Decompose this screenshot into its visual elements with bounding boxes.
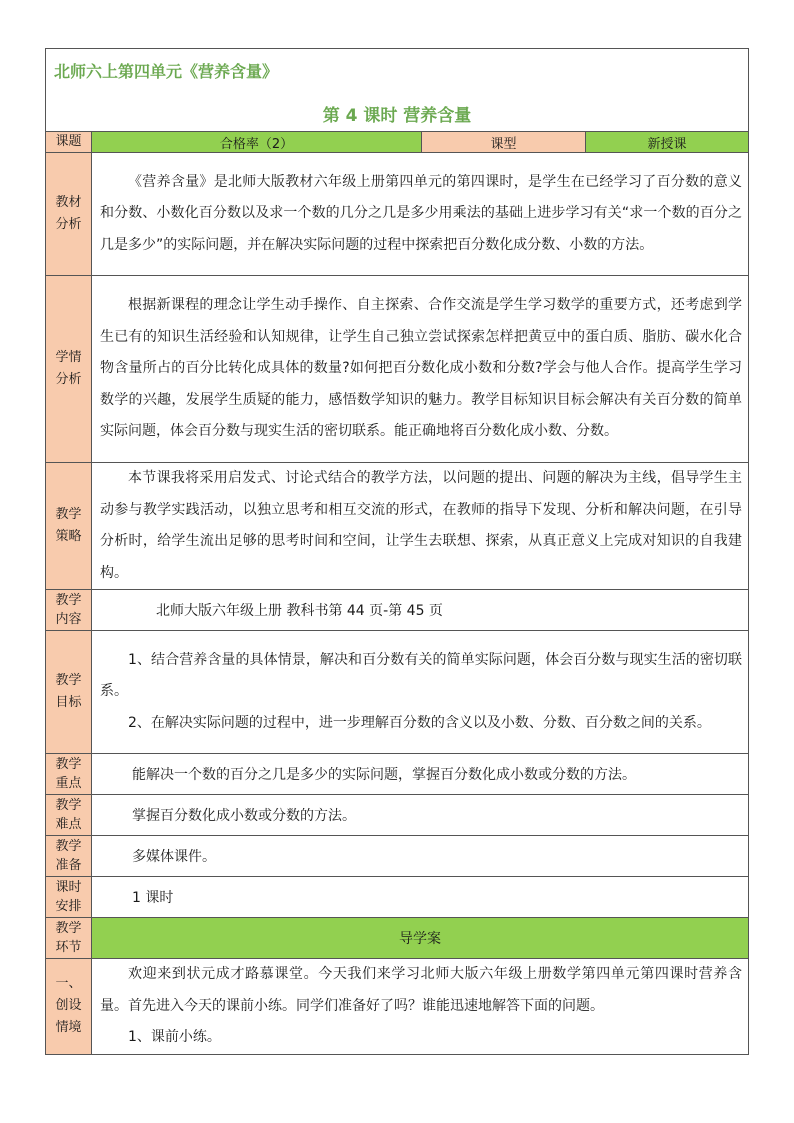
strategy-content	[92, 463, 749, 590]
lesson-title: 第 4 课时 营养含量	[322, 106, 472, 126]
preparation-label-text: 教学准备	[55, 839, 82, 873]
key-points-text: 能解决一个数的百分之几是多少的实际问题，掌握百分数化成小数或分数的方法。	[92, 754, 749, 795]
intro-row	[46, 959, 749, 1055]
schedule-row	[46, 877, 749, 918]
preparation-row	[46, 836, 749, 877]
schedule-text: 1 课时	[92, 877, 749, 918]
textbook-label	[46, 153, 92, 276]
lesson-plan-table	[45, 48, 749, 1055]
textbook-label-text: 教材分析	[55, 195, 82, 232]
goals-content	[92, 631, 749, 754]
lesson-plan-sheet	[45, 48, 748, 1055]
intro-label	[46, 959, 92, 1055]
header-cell	[46, 49, 749, 132]
stage-label-text: 教学环节	[55, 921, 82, 955]
doc-title: 北师六上第四单元《营养含量》	[54, 62, 279, 81]
topic-label: 课题	[46, 132, 92, 153]
goals-row	[46, 631, 749, 754]
goal-item: 2、在解决实际问题的过程中，进一步理解百分数的含义以及小数、分数、百分数之间的关系。	[128, 714, 711, 731]
difficulties-label	[46, 795, 92, 836]
students-content	[92, 276, 749, 463]
textbook-row	[46, 153, 749, 276]
content-row	[46, 590, 749, 631]
schedule-label-text: 课时安排	[55, 880, 82, 914]
intro-label-text: 一、创设情境	[55, 976, 82, 1036]
students-label-text: 学情分析	[55, 350, 82, 387]
intro-subitem: 1、课前小练。	[128, 1029, 221, 1045]
strategy-label	[46, 463, 92, 590]
preparation-text: 多媒体课件。	[92, 836, 749, 877]
difficulties-row	[46, 795, 749, 836]
strategy-row	[46, 463, 749, 590]
key-points-label-text: 教学重点	[55, 757, 82, 791]
content-text: 北师大版六年级上册 教科书第 44 页-第 45 页	[92, 590, 749, 631]
goals-label-text: 教学目标	[55, 673, 82, 710]
students-text: 根据新课程的理念让学生动手操作、自主探索、合作交流是学生学习数学的重要方式，还考虑到学生已有的知识生活经验和认知规律，让学生自己独立尝试探索怎样把黄豆中的蛋白质、脂肪、碳水化合物含量所占的百分比转化成具体的数量?如何把百分数化成小数和分数?学会与他人合作。提高学生学习数学的兴趣，发展学生质疑的能力，感悟数学知识的魅力。教学目标知识目标会解决有关百分数的简单实际问题，体会百分数与现实生活的密切联系。能正确地将百分数化成小数、分数。	[100, 297, 742, 440]
key-points-label	[46, 754, 92, 795]
goals-label	[46, 631, 92, 754]
topic-value: 合格率（2）	[92, 132, 422, 153]
difficulties-text: 掌握百分数化成小数或分数的方法。	[92, 795, 749, 836]
strategy-text: 本节课我将采用启发式、讨论式结合的教学方法，以问题的提出、问题的解决为主线，倡导学生主动参与教学实践活动，以独立思考和相互交流的形式，在教师的指导下发现、分析和解决问题，在引导分析时，给学生流出足够的思考时间和空间，让学生去联想、探索，从真正意义上完成对知识的自我建构。	[100, 470, 742, 581]
stage-row	[46, 918, 749, 959]
goal-item: 1、结合营养含量的具体情景，解决和百分数有关的简单实际问题，体会百分数与现实生活的密切联系。	[100, 651, 742, 700]
difficulties-label-text: 教学难点	[55, 798, 82, 832]
students-row	[46, 276, 749, 463]
textbook-text: 《营养含量》是北师大版教材六年级上册第四单元的第四课时，是学生在已经学习了百分数的意义和分数、小数化百分数以及求一个数的几分之几是多少用乘法的基础上进步学习有关“求一个数的百分之几是多少”的实际问题，并在解决实际问题的过程中探索把百分数化成分数、小数的方法。	[100, 173, 742, 253]
header-row	[46, 49, 749, 132]
stage-label	[46, 918, 92, 959]
intro-content	[92, 959, 749, 1055]
content-label	[46, 590, 92, 631]
intro-text: 欢迎来到状元成才路慕课堂。今天我们来学习北师大版六年级上册数学第四单元第四课时营养含量。首先进入今天的课前小练。同学们准备好了吗？谁能迅速地解答下面的问题。	[100, 966, 742, 1014]
info-row	[46, 132, 749, 153]
strategy-label-text: 教学策略	[55, 507, 82, 544]
schedule-label	[46, 877, 92, 918]
preparation-label	[46, 836, 92, 877]
textbook-content	[92, 153, 749, 276]
content-label-text: 教学内容	[55, 593, 82, 627]
type-value: 新授课	[586, 132, 749, 153]
guide-heading: 导学案	[92, 918, 749, 959]
students-label	[46, 276, 92, 463]
key-points-row	[46, 754, 749, 795]
type-label: 课型	[422, 132, 586, 153]
